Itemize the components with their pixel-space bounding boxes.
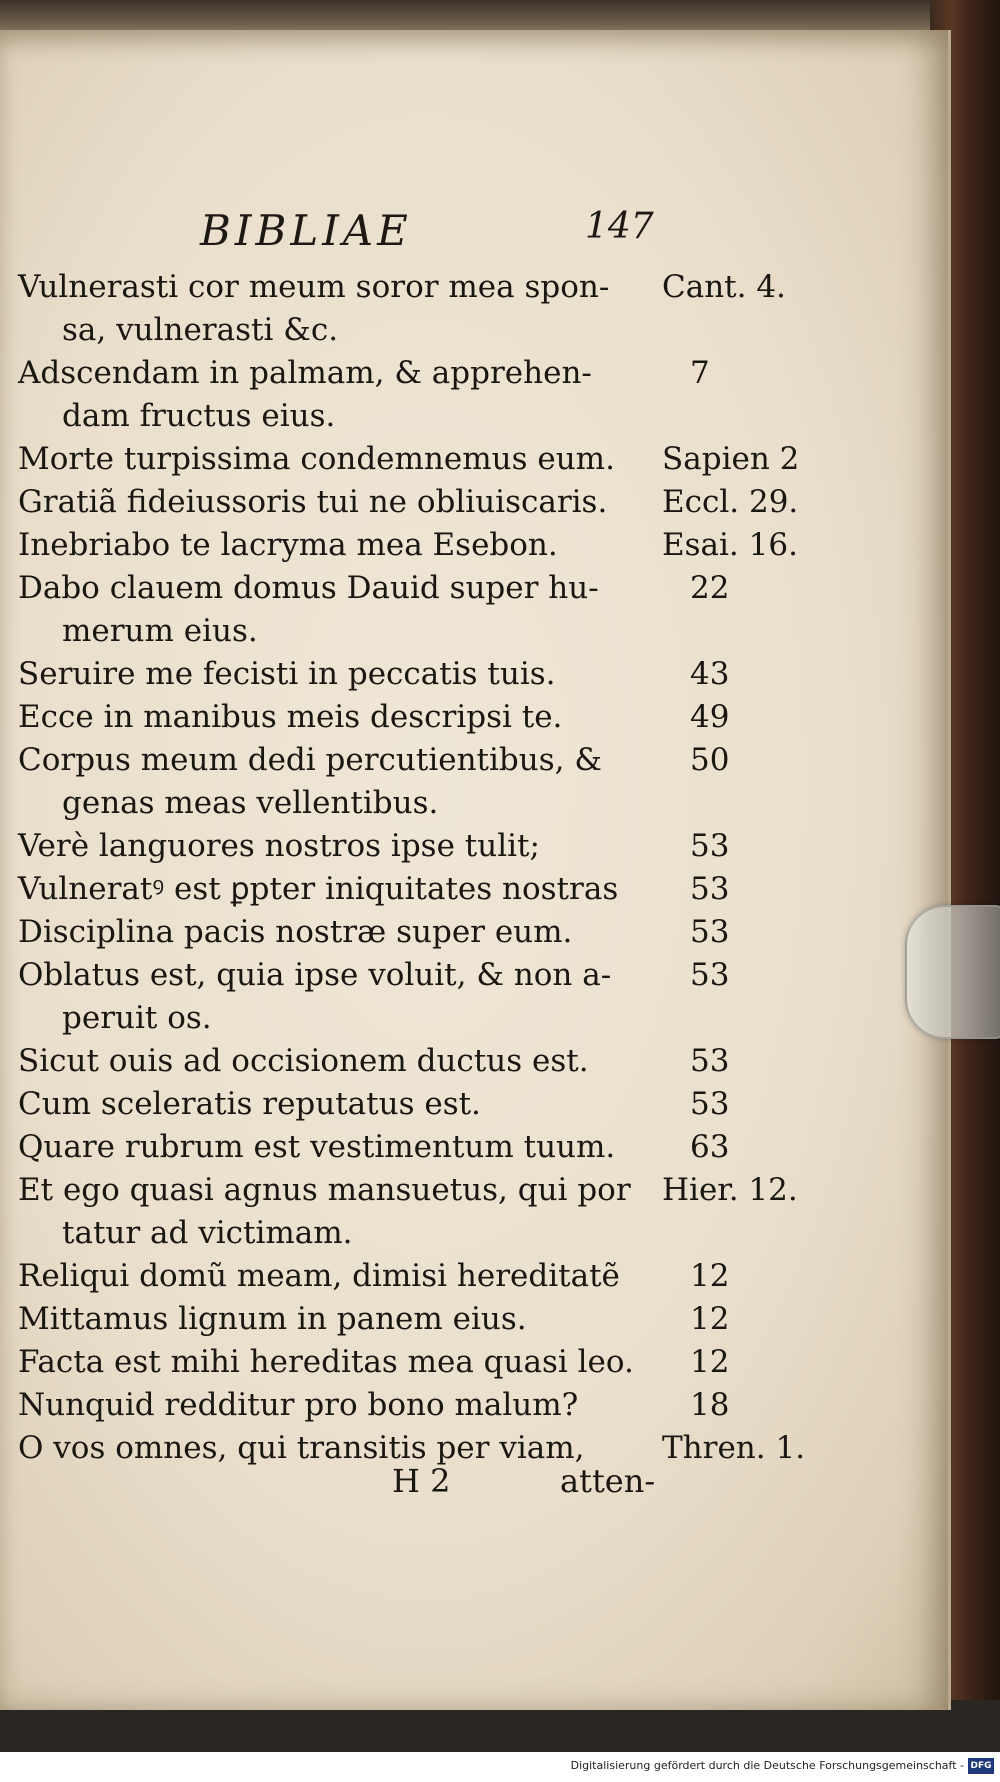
- scripture-reference: Eccl. 29.: [662, 484, 799, 520]
- scripture-reference: 53: [690, 1043, 730, 1079]
- scripture-reference: 12: [690, 1258, 730, 1294]
- scripture-reference: 53: [690, 871, 730, 907]
- verse-text: O vos omnes, qui transitis per viam,: [18, 1430, 585, 1466]
- verse-entry: [0, 653, 948, 696]
- verse-text: Reliqui domũ meam, dimisi hereditatẽ: [18, 1258, 620, 1294]
- scripture-reference: 22: [690, 570, 730, 606]
- verse-entry: [0, 954, 948, 997]
- dfg-logo-icon: DFG: [968, 1758, 994, 1774]
- scripture-reference: 53: [690, 914, 730, 950]
- credit-bar: [0, 1752, 1000, 1782]
- verse-entry: [0, 1341, 948, 1384]
- scripture-reference: 43: [690, 656, 730, 692]
- page-header: [0, 206, 948, 256]
- scripture-reference: 63: [690, 1129, 730, 1165]
- scripture-reference: Cant. 4.: [662, 269, 786, 305]
- scripture-reference: 49: [690, 699, 730, 735]
- verse-entry: [0, 911, 948, 954]
- verse-entry: [0, 524, 948, 567]
- verse-text: Quare rubrum est vestimentum tuum.: [18, 1129, 616, 1165]
- verse-text: Ecce in manibus meis descripsi te.: [18, 699, 563, 735]
- verse-entry: [0, 1255, 948, 1298]
- book-page: [0, 30, 951, 1710]
- verse-text: tatur ad victimam.: [62, 1215, 353, 1251]
- verse-continuation-line: [0, 610, 948, 653]
- verse-continuation-line: [0, 997, 948, 1040]
- verse-entry: [0, 739, 948, 782]
- verse-entry: [0, 1384, 948, 1427]
- verse-text: Dabo clauem domus Dauid super hu-: [18, 570, 599, 606]
- verse-text: Inebriabo te lacryma mea Esebon.: [18, 527, 558, 563]
- verse-entry: [0, 696, 948, 739]
- verse-continuation-line: [0, 1212, 948, 1255]
- verse-text: Adscendam in palmam, & apprehen-: [18, 355, 592, 391]
- verse-text: merum eius.: [62, 613, 258, 649]
- scripture-reference: Esai. 16.: [662, 527, 798, 563]
- verse-list: [0, 266, 948, 1470]
- verse-continuation-line: [0, 395, 948, 438]
- scripture-reference: Hier. 12.: [662, 1172, 798, 1208]
- verse-text: Nunquid redditur pro bono malum?: [18, 1387, 579, 1423]
- verse-entry: [0, 868, 948, 911]
- scripture-reference: 12: [690, 1344, 730, 1380]
- running-head: BIBLIAE: [200, 206, 412, 255]
- verse-text: Morte turpissima condemnemus eum.: [18, 441, 615, 477]
- page-footer: [0, 1462, 948, 1507]
- verse-entry: [0, 266, 948, 309]
- verse-entry: [0, 481, 948, 524]
- verse-entry: [0, 1169, 948, 1212]
- book-top-edge: [0, 0, 1000, 34]
- verse-continuation-line: [0, 782, 948, 825]
- scripture-reference: 7: [690, 355, 710, 391]
- scripture-reference: 50: [690, 742, 730, 778]
- verse-entry: [0, 438, 948, 481]
- verse-text: Et ego quasi agnus mansuetus, qui por: [18, 1172, 631, 1208]
- verse-entry: [0, 1083, 948, 1126]
- scripture-reference: 53: [690, 1086, 730, 1122]
- scripture-reference: Sapien 2: [662, 441, 800, 477]
- verse-text: sa, vulnerasti &c.: [62, 312, 339, 348]
- verse-text: Mittamus lignum in panem eius.: [18, 1301, 527, 1337]
- verse-text: Facta est mihi hereditas mea quasi leo.: [18, 1344, 634, 1380]
- scripture-reference: 53: [690, 828, 730, 864]
- verse-text: Sicut ouis ad occisionem ductus est.: [18, 1043, 589, 1079]
- verse-entry: [0, 352, 948, 395]
- scripture-reference: 53: [690, 957, 730, 993]
- catchword: atten-: [560, 1462, 656, 1500]
- verse-entry: [0, 825, 948, 868]
- verse-text: peruit os.: [62, 1000, 212, 1036]
- verse-text: Cum sceleratis reputatus est.: [18, 1086, 481, 1122]
- scripture-reference: Thren. 1.: [662, 1430, 806, 1466]
- verse-text: Corpus meum dedi percutientibus, &: [18, 742, 602, 778]
- verse-text: dam fructus eius.: [62, 398, 336, 434]
- page-clip: [905, 905, 1000, 1039]
- signature-mark: H 2: [392, 1462, 451, 1500]
- verse-text: genas meas vellentibus.: [62, 785, 439, 821]
- scripture-reference: 12: [690, 1301, 730, 1337]
- verse-text: Vulneratꝰ est ꝑpter iniquitates nostras: [18, 871, 619, 907]
- verse-entry: [0, 1126, 948, 1169]
- verse-text: Vulnerasti cor meum soror mea spon-: [18, 269, 610, 305]
- scripture-reference: 18: [690, 1387, 730, 1423]
- verse-continuation-line: [0, 309, 948, 352]
- verse-text: Gratiã fideiussoris tui ne obliuiscaris.: [18, 484, 608, 520]
- verse-text: Oblatus est, quia ipse voluit, & non a-: [18, 957, 612, 993]
- verse-entry: [0, 567, 948, 610]
- credit-text: Digitalisierung gefördert durch die Deutsche Forschungsgemeinschaft -: [570, 1759, 964, 1772]
- verse-text: Verè languores nostros ipse tulit;: [18, 828, 540, 864]
- verse-entry: [0, 1040, 948, 1083]
- verse-entry: [0, 1298, 948, 1341]
- page-number: 147: [585, 206, 654, 247]
- verse-text: Disciplina pacis nostræ super eum.: [18, 914, 573, 950]
- verse-text: Seruire me fecisti in peccatis tuis.: [18, 656, 556, 692]
